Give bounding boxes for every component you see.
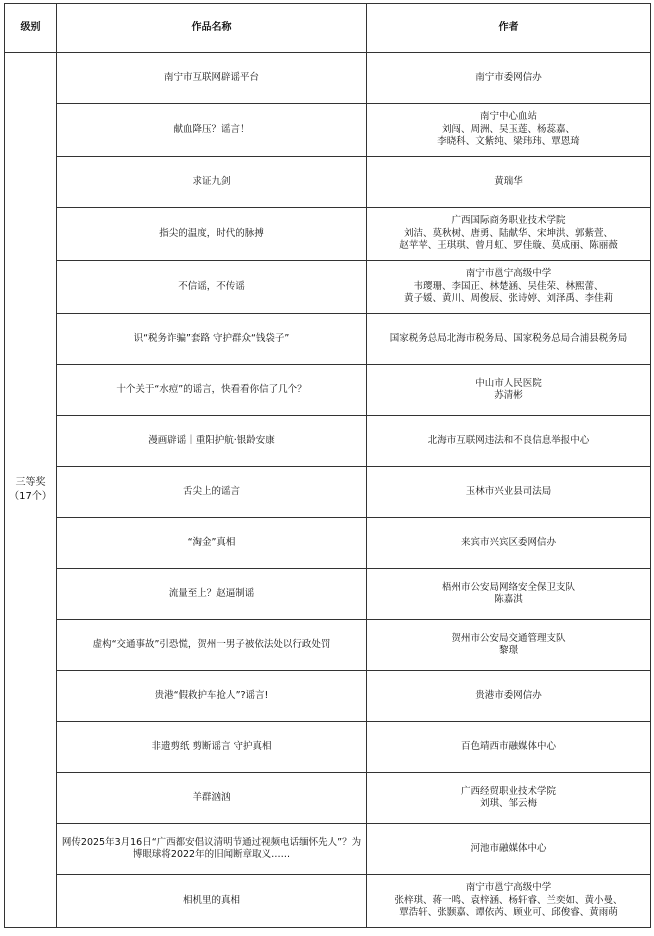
- author-cell: [367, 416, 651, 467]
- table-row: [5, 467, 651, 518]
- author-line: 南宁市委网信办: [475, 71, 542, 83]
- author-line: 贵港市委网信办: [475, 689, 542, 701]
- author-line: 国家税务总局北海市税务局、国家税务总局合浦县税务局: [389, 332, 628, 344]
- author-line: 刘琪、邹云梅: [479, 798, 537, 809]
- author-line: 南宁中心血站: [479, 111, 537, 123]
- author-line: 梧州市公安局网络安全保卫支队: [441, 581, 575, 593]
- author-cell: [367, 157, 651, 208]
- author-line: 河池市融媒体中心: [470, 842, 547, 854]
- table-row: [5, 620, 651, 671]
- award-level-count: （17个）: [9, 491, 52, 502]
- header-work-title: 作品名称: [57, 4, 367, 53]
- work-title-cell: 求证九剑: [57, 157, 367, 208]
- author-line: 黄瑞华: [494, 175, 523, 187]
- author-line: 贺州市公安局交通管理支队: [451, 632, 566, 644]
- table-body: [5, 53, 651, 928]
- work-title-cell: 指尖的温度，时代的脉搏: [57, 208, 367, 261]
- table-row: [5, 365, 651, 416]
- work-title-cell: 漫画辟谣｜重阳护航·银龄安康: [57, 416, 367, 467]
- work-title-cell: 舌尖上的谣言: [57, 467, 367, 518]
- award-level-name: 三等奖: [15, 477, 46, 488]
- table-row: [5, 518, 651, 569]
- award-level-cell: [5, 53, 57, 928]
- table-row: [5, 416, 651, 467]
- table-row: [5, 569, 651, 620]
- table-row: [5, 773, 651, 824]
- work-title-cell: 虚构“交通事故”引恐慌，贺州一男子被依法处以行政处罚: [57, 620, 367, 671]
- table-row: [5, 671, 651, 722]
- author-line: 来宾市兴宾区委网信办: [460, 536, 556, 548]
- author-line: 刘闯、周洲、吴玉莲、杨蕊嘉、: [441, 123, 575, 135]
- work-title-cell: 识“税务诈骗”套路 守护群众“钱袋子”: [57, 314, 367, 365]
- table-row: [5, 875, 651, 928]
- work-title-cell: 献血降压？谣言！: [57, 104, 367, 157]
- author-cell: [367, 875, 651, 928]
- table-row: [5, 261, 651, 314]
- work-title-cell: 网传2025年3月16日“广西都安倡议清明节通过视频电话缅怀先人”？为博眼球将2022年的旧闻断章取义……: [57, 824, 367, 875]
- author-cell: [367, 773, 651, 824]
- work-title-cell: 贵港“假救护车抢人”?谣言!: [57, 671, 367, 722]
- author-line: 中山市人民医院: [475, 377, 542, 389]
- work-title-cell: 十个关于“水痘”的谣言，快看看你信了几个？: [57, 365, 367, 416]
- author-line: 李晓科、文紫纯、梁玮玮、覃恩琦: [437, 136, 580, 148]
- header-level: 级别: [5, 4, 57, 53]
- header-author: 作者: [367, 4, 651, 53]
- author-line: 张梓琪、蒋一鸣、袁梓涵、杨轩睿、兰奕如、黄小曼、: [394, 894, 623, 906]
- table-row: [5, 314, 651, 365]
- award-table: [4, 3, 651, 928]
- author-line: 北海市互联网违法和不良信息举报中心: [427, 434, 590, 446]
- author-cell: [367, 53, 651, 104]
- author-cell: [367, 569, 651, 620]
- author-line: 广西经贸职业技术学院: [460, 785, 556, 797]
- author-cell: [367, 261, 651, 314]
- author-line: 覃浩轩、张颢嘉、谭依芮、顾业可、邱俊睿、黄雨萌: [399, 907, 618, 919]
- author-line: 苏清彬: [494, 390, 523, 401]
- work-title-cell: 相机里的真相: [57, 875, 367, 928]
- author-line: 玉林市兴业县司法局: [465, 485, 552, 497]
- table-row: [5, 824, 651, 875]
- author-cell: [367, 365, 651, 416]
- author-line: 南宁市邕宁高级中学: [465, 882, 552, 894]
- author-cell: [367, 314, 651, 365]
- work-title-cell: 非遗剪纸 剪断谣言 守护真相: [57, 722, 367, 773]
- table-row: [5, 722, 651, 773]
- author-cell: [367, 722, 651, 773]
- author-cell: [367, 208, 651, 261]
- author-line: 陈嘉淇: [494, 594, 523, 605]
- author-line: 黎璟: [498, 645, 518, 656]
- author-cell: [367, 671, 651, 722]
- author-line: 韦璎珊、李国正、林楚涵、吴佳荣、林熙蕾、: [413, 280, 604, 292]
- header-row: [5, 4, 651, 53]
- author-line: 刘洁、莫秋树、唐勇、陆献华、宋坤洪、郭紫萱、: [403, 227, 613, 239]
- author-cell: [367, 620, 651, 671]
- work-title-cell: “淘金”真相: [57, 518, 367, 569]
- author-cell: [367, 467, 651, 518]
- author-cell: [367, 518, 651, 569]
- author-line: 广西国际商务职业技术学院: [451, 215, 566, 227]
- author-cell: [367, 104, 651, 157]
- table-row: [5, 157, 651, 208]
- author-line: 百色靖西市融媒体中心: [460, 740, 556, 752]
- table-row: [5, 208, 651, 261]
- author-line: 南宁市邕宁高级中学: [465, 268, 552, 280]
- work-title-cell: 羊群汹汹: [57, 773, 367, 824]
- work-title-cell: 南宁市互联网辟谣平台: [57, 53, 367, 104]
- work-title-cell: 不信谣，不传谣: [57, 261, 367, 314]
- table-row: [5, 53, 651, 104]
- author-cell: [367, 824, 651, 875]
- table-row: [5, 104, 651, 157]
- author-line: 赵苹苹、王琪琪、曾月虹、罗佳璇、莫成丽、陈丽薇: [399, 240, 618, 252]
- author-line: 黄子媛、黄川、周俊辰、张诗婷、刘泽禹、李佳莉: [403, 293, 613, 305]
- work-title-cell: 流量至上？赵逼制谣: [57, 569, 367, 620]
